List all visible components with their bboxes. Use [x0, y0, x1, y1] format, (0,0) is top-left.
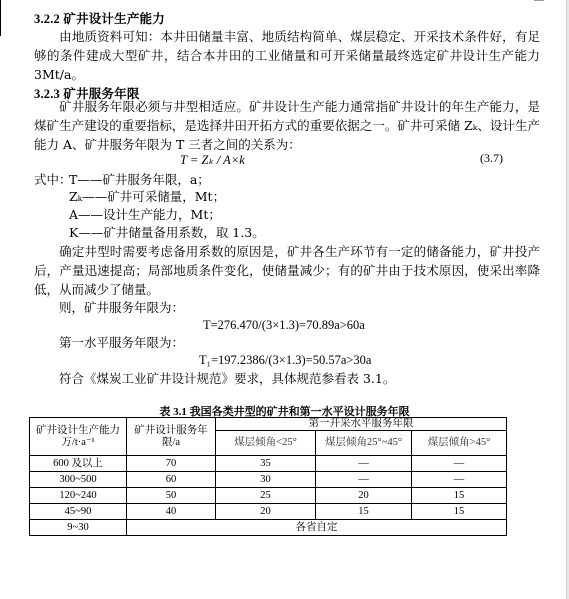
where-item-K: K——矿井储量备用系数，取 1.3。 — [69, 225, 265, 240]
cell-dip3: 15 — [412, 504, 507, 520]
cell-life: 50 — [127, 488, 216, 504]
cell-dip1: 30 — [216, 472, 316, 488]
table-title: 表 3.1 我国各类井型的矿井和第一水平设计服务年限 — [159, 406, 410, 418]
cell-dip1: 35 — [216, 456, 316, 472]
text-cursor — [0, 0, 1, 36]
calc-first-level: T₁=197.2386/(3×1.3)=50.57a>30a — [199, 353, 372, 367]
table-row — [30, 488, 507, 504]
cell-dip1: 25 — [216, 488, 316, 504]
cell-capacity: 45~90 — [30, 504, 127, 520]
cell-dip2: 20 — [316, 488, 412, 504]
cell-capacity: 9~30 — [30, 520, 127, 536]
where-label: 式中： — [34, 172, 72, 187]
cell-dip3: — — [412, 472, 507, 488]
cell-dip2: — — [316, 472, 412, 488]
header-dip-gt45: 煤层倾角>45° — [412, 431, 507, 456]
paragraph-capacity-text: 由地质资料可知：本井田储量丰富、地质结构简单、煤层稳定、开采技术条件好，有足够的条件建成大型矿井，结合本井田的工业储量和可开采储量最终选定矿井设计生产能力 3Mt/a。 — [34, 29, 540, 83]
cell-life: 60 — [127, 472, 216, 488]
where-item-T: T——矿井服务年限，a； — [69, 172, 210, 187]
cell-dip3: — — [412, 456, 507, 472]
section-heading-323: 3.2.3 矿井服务年限 — [34, 87, 140, 101]
cell-province-defined: 各省自定 — [127, 520, 507, 536]
header-capacity: 矿井设计生产能力万/t·a⁻¹ — [30, 418, 127, 456]
cell-capacity: 300~500 — [30, 472, 127, 488]
header-dip-lt25: 煤层倾角<25° — [216, 431, 316, 456]
section-heading-322: 3.2.2 矿井设计生产能力 — [34, 12, 165, 26]
paragraph-reserve-factor-text: 确定井型时需要考虑备用系数的原因是，矿井各生产环节有一定的储备能力，矿井投产后，产量迅速提高；局部地质条件变化，使储量减少；有的矿井由于技术原因，使采出率降低，从而减少了储量。 — [34, 244, 540, 298]
margin-mark — [534, 0, 544, 1]
where-item-Z: Zₖ——矿井可采储量，Mt； — [69, 189, 226, 204]
header-dip-25-45: 煤层倾角25°~45° — [316, 431, 412, 456]
conform-text: 符合《煤炭工业矿井设计规范》要求，具体规范参看表 3.1。 — [59, 371, 396, 386]
cell-dip1: 20 — [216, 504, 316, 520]
cell-dip2: 15 — [316, 504, 412, 520]
cell-life: 40 — [127, 504, 216, 520]
formula-service-life: T = Zₖ / A×k — [180, 153, 245, 167]
cell-life: 70 — [127, 456, 216, 472]
service-life-table — [29, 417, 507, 536]
header-first-level: 第一开采水平服务年限 — [216, 418, 507, 431]
equation-number: (3.7) — [480, 151, 503, 165]
cell-capacity: 600 及以上 — [30, 456, 127, 472]
cell-dip2: — — [316, 456, 412, 472]
where-item-A: A——设计生产能力，Mt； — [69, 207, 221, 222]
table-row — [30, 472, 507, 488]
first-level-text: 第一水平服务年限为： — [59, 335, 185, 350]
calc-service-life: T=276.470/(3×1.3)=70.89a>60a — [203, 318, 365, 332]
paragraph-service-life — [34, 97, 540, 155]
header-service-life: 矿井设计服务年限/a — [127, 418, 216, 456]
cell-capacity: 120~240 — [30, 488, 127, 504]
then-text: 则，矿井服务年限为： — [59, 300, 185, 315]
table-row — [30, 504, 507, 520]
paragraph-capacity — [34, 27, 540, 85]
paragraph-service-life-text: 矿井服务年限必须与井型相适应。矿井设计生产能力通常指矿井设计的年生产能力，是煤矿生产建设的重要指标，是选择井田开拓方式的重要依据之一。矿井可采储 Zₖ、设计生产能力 A、矿井服务年限为 T 三者之间的关系为： — [34, 99, 540, 153]
table-row — [30, 520, 507, 536]
table-row — [30, 456, 507, 472]
cell-dip3: 15 — [412, 488, 507, 504]
paragraph-reserve-factor — [34, 242, 540, 300]
